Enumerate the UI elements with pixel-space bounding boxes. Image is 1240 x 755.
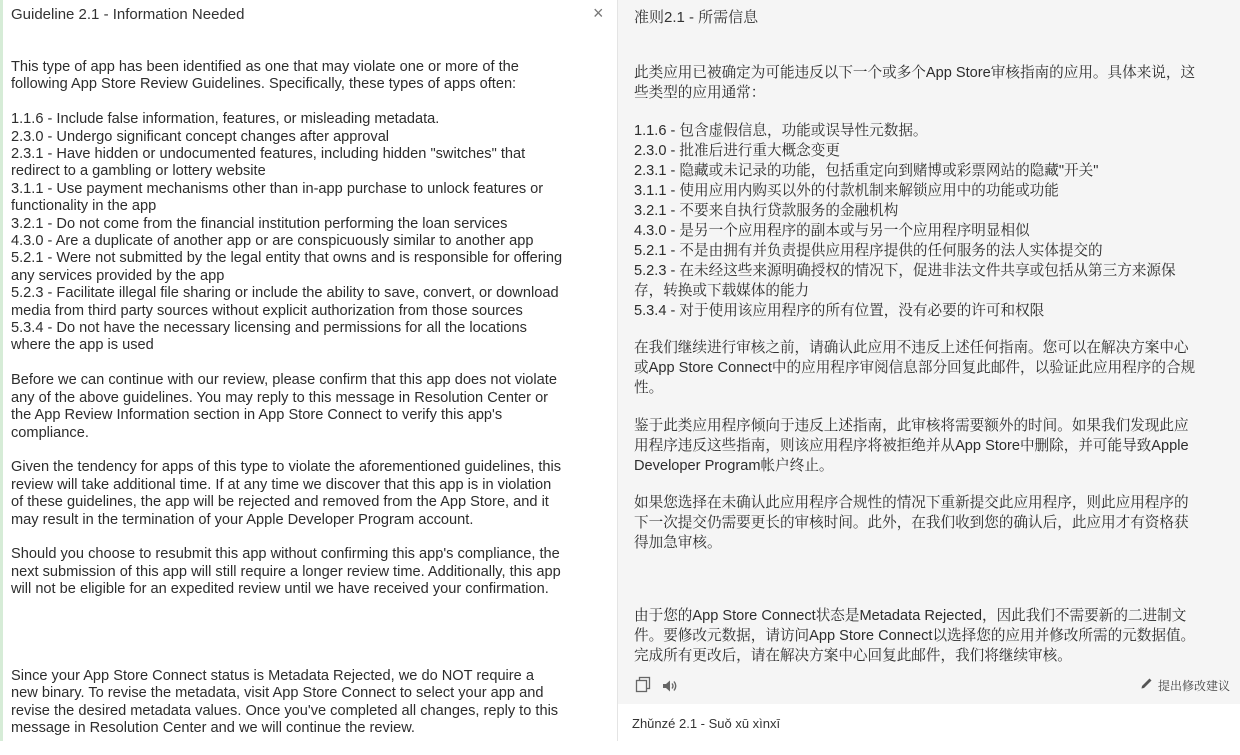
text-line: following App Store Review Guidelines. Specifically, these types of apps often: xyxy=(11,76,517,93)
text-line: 3.1.1 - Use payment mechanisms other than in-app purchase to unlock features or xyxy=(11,180,544,197)
text-line: 3.1.1 - 使用应用内购买以外的付款机制来解锁应用中的功能或功能 xyxy=(634,182,1059,199)
source-tendency-paragraph xyxy=(11,459,605,529)
text-line: next submission of this app will still require a longer review time. Additionally, this app xyxy=(11,563,561,580)
romanization-text: Zhǔnzé 2.1 - Suǒ xū xìnxī xyxy=(632,716,781,731)
text-line: 5.2.1 - 不是由拥有并负责提供应用程序提供的任何服务的法人实体提交的 xyxy=(634,242,1103,259)
source-metadata-paragraph xyxy=(11,668,605,738)
translation-guideline-list xyxy=(634,121,1234,321)
translation-metadata-paragraph xyxy=(634,606,1234,666)
text-line: Given the tendency for apps of this type to violate the aforementioned guidelines, this xyxy=(11,459,562,476)
clear-source-button[interactable]: × xyxy=(593,3,604,23)
text-line: Before we can continue with our review, please confirm that this app does not violate xyxy=(11,372,557,389)
source-intro xyxy=(11,59,605,94)
text-line: This type of app has been identified as one that may violate one or more of the xyxy=(11,59,519,75)
text-line: 存，转换或下载媒体的能力 xyxy=(634,282,810,299)
text-line: 5.2.3 - 在未经这些来源明确授权的情况下，促进非法文件共享或包括从第三方来源保 xyxy=(634,262,1176,279)
pencil-icon xyxy=(1140,676,1154,695)
suggest-edit-button[interactable] xyxy=(1140,676,1230,695)
text-line: 2.3.1 - Have hidden or undocumented features, including hidden "switches" that xyxy=(11,146,526,163)
text-line: of these guidelines, the app will be rejected and removed from the App Store, and it xyxy=(11,494,549,511)
text-line: 完成所有更改后，请在解决方案中心回复此邮件，我们将继续审核。 xyxy=(634,647,1072,664)
text-line: 些类型的应用通常： xyxy=(634,85,766,101)
text-line: 5.2.3 - Facilitate illegal file sharing or include the ability to save, convert, or download xyxy=(11,285,559,302)
text-line: 1.1.6 - 包含虚假信息，功能或误导性元数据。 xyxy=(634,122,928,139)
translation-tendency-paragraph xyxy=(634,416,1234,476)
text-line: functionality in the app xyxy=(11,198,157,215)
source-guideline-list xyxy=(11,111,605,355)
text-line: 此类应用已被确定为可能违反以下一个或多个App Store审核指南的应用。具体来说，这 xyxy=(634,65,1196,81)
translation-pane xyxy=(618,0,1240,704)
text-line: revise the desired metadata values. Once you've completed all changes, reply to this xyxy=(11,702,559,719)
source-body xyxy=(11,59,605,755)
text-line: where the app is used xyxy=(11,337,154,354)
text-line: 在我们继续进行审核之前，请确认此应用不违反上述任何指南。您可以在解决方案中心 xyxy=(634,340,1189,356)
text-line: the App Review Information section in App Store Connect to verify this app's xyxy=(11,407,503,424)
text-line: 5.2.1 - Were not submitted by the legal entity that owns and is responsible for offering xyxy=(11,250,563,267)
text-line: 4.3.0 - Are a duplicate of another app or are conspicuously similar to another app xyxy=(11,233,534,250)
text-line: 5.3.4 - Do not have the necessary licensing and permissions for all the locations xyxy=(11,320,527,337)
romanization-bar xyxy=(618,704,1240,741)
text-line: 4.3.0 - 是另一个应用程序的副本或与另一个应用程序明显相似 xyxy=(634,222,1030,239)
text-line: 由于您的App Store Connect状态是Metadata Rejected，因此我们不需要新的二进制文 xyxy=(634,607,1187,624)
speaker-icon[interactable] xyxy=(661,677,679,695)
text-line: 件。要修改元数据，请访问App Store Connect以选择您的应用并修改所需的元数据值。 xyxy=(634,627,1196,644)
text-line: message in Resolution Center and we will continue the review. xyxy=(11,720,415,737)
copy-icon[interactable] xyxy=(634,676,652,694)
translation-confirm-paragraph xyxy=(634,338,1234,398)
translation-title: 准则2.1 - 所需信息 xyxy=(634,9,759,26)
text-line: 2.3.0 - 批准后进行重大概念变更 xyxy=(634,142,840,159)
translation-spacer xyxy=(634,571,1234,606)
text-line: Developer Program帐户终止。 xyxy=(634,457,834,474)
text-line: any services provided by the app xyxy=(11,267,225,284)
text-line: may result in the termination of your Apple Developer Program account. xyxy=(11,511,474,528)
text-line: compliance. xyxy=(11,424,89,441)
text-line: 5.3.4 - 对于使用该应用程序的所有位置，没有必要的许可和权限 xyxy=(634,302,1045,319)
text-line: 鉴于此类应用程序倾向于违反上述指南，此审核将需要额外的时间。如果我们发现此应 xyxy=(634,417,1189,434)
translation-body xyxy=(634,63,1234,683)
source-spacer xyxy=(11,616,605,668)
text-line: 下一次提交仍需要更长的审核时间。此外，在我们收到您的确认后，此应用才有资格获 xyxy=(634,515,1189,531)
text-line: review will take additional time. If at any time we discover that this app is in violation xyxy=(11,476,552,493)
text-line: 用程序违反这些指南，则该应用程序将被拒绝并从App Store中删除，并可能导致Apple xyxy=(634,437,1189,454)
text-line: 或App Store Connect中的应用程序审阅信息部分回复此邮件，以验证此应用程序的合规 xyxy=(634,360,1196,376)
text-line: 2.3.1 - 隐藏或未记录的功能，包括重定向到赌博或彩票网站的隐藏"开关" xyxy=(634,162,1099,179)
source-title: Guideline 2.1 - Information Needed xyxy=(11,6,245,23)
suggest-edit-label: 提出修改建议 xyxy=(1157,678,1230,693)
text-line: 如果您选择在未确认此应用程序合规性的情况下重新提交此应用程序，则此应用程序的 xyxy=(634,495,1189,511)
text-line: Since your App Store Connect status is Metadata Rejected, we do NOT require a xyxy=(11,667,534,684)
text-line: Should you choose to resubmit this app without confirming this app's compliance, the xyxy=(11,546,560,563)
text-line: 1.1.6 - Include false information, features, or misleading metadata. xyxy=(11,111,440,128)
text-line: media from third party sources without explicit authorization from those sources xyxy=(11,302,523,319)
source-text-pane[interactable] xyxy=(3,0,615,741)
text-line: 3.2.1 - Do not come from the financial institution performing the loan services xyxy=(11,215,508,232)
translation-intro xyxy=(634,63,1234,103)
text-line: redirect to a gambling or lottery website xyxy=(11,163,266,180)
text-line: 3.2.1 - 不要来自执行贷款服务的金融机构 xyxy=(634,202,899,219)
text-line: 得加急审核。 xyxy=(634,535,722,551)
source-resubmit-paragraph xyxy=(11,546,605,598)
text-line: new binary. To revise the metadata, visit App Store Connect to select your app and xyxy=(11,685,544,702)
source-confirm-paragraph xyxy=(11,372,605,442)
text-line: any of the above guidelines. You may reply to this message in Resolution Center or xyxy=(11,389,549,406)
text-line: will not be eligible for an expedited review until we have received your confirmation. xyxy=(11,581,549,598)
text-line: 性。 xyxy=(634,380,664,396)
text-line: 2.3.0 - Undergo significant concept changes after approval xyxy=(11,128,390,145)
translation-resubmit-paragraph xyxy=(634,493,1234,553)
